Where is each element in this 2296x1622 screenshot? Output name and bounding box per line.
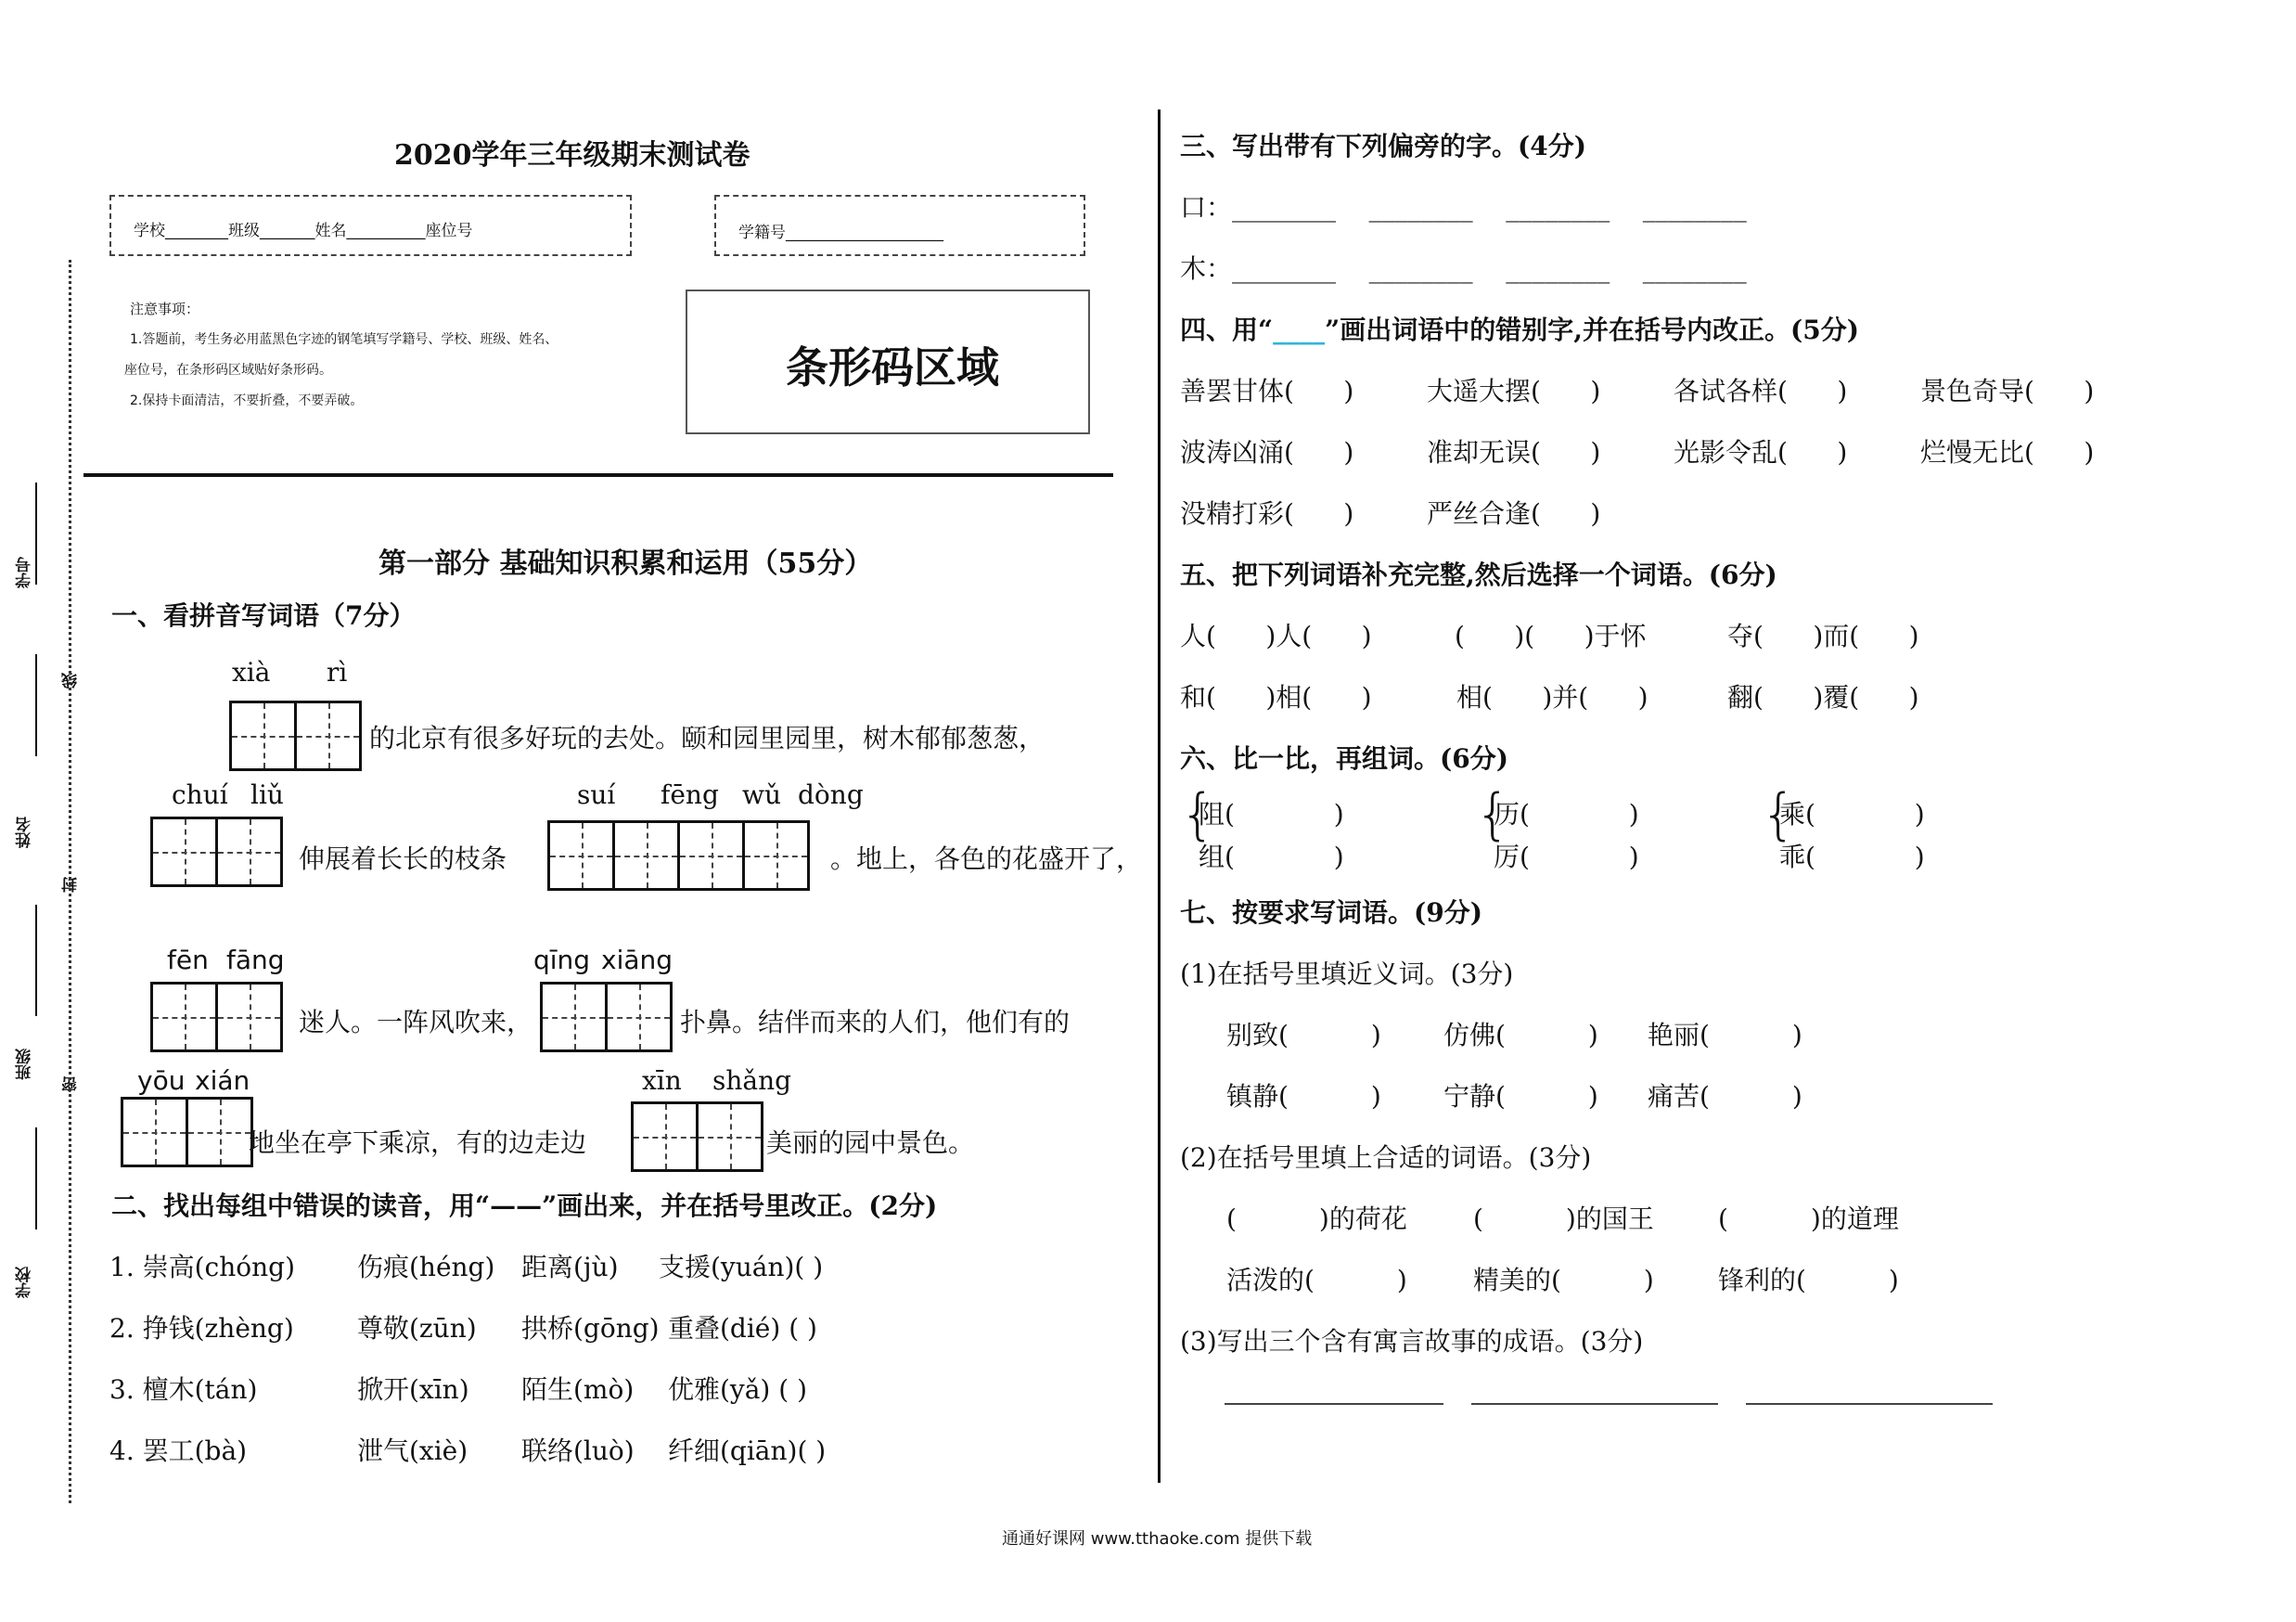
q4-underline-sample: ____: [1273, 315, 1326, 345]
pinyin-xiang: xiāng: [601, 945, 673, 975]
writing-grid-cell[interactable]: [696, 1101, 763, 1172]
q2-r2-c4[interactable]: 重叠(dié) ( ): [668, 1313, 817, 1344]
side-line: [35, 483, 37, 585]
footer-credit: 通通好课网 www.tthaoke.com 提供下载: [1002, 1529, 1313, 1549]
q7-item[interactable]: 仿佛( ): [1443, 1020, 1598, 1050]
q1-text5: 扑鼻。结伴而来的人们，他们有的: [680, 1007, 1071, 1037]
barcode-area: [686, 290, 1090, 434]
q2-r3-c1: 3. 檀木(tán): [109, 1374, 258, 1405]
q1-text6: 地坐在亭下乘凉，有的边走边: [249, 1127, 587, 1158]
pinyin-sui: suí: [577, 779, 616, 810]
pinyin-xia: xià: [232, 657, 271, 688]
student-id-field: 学籍号____________________: [738, 224, 943, 242]
q7-sub2: (2)在括号里填上合适的词语。(3分): [1180, 1142, 1592, 1173]
q2-r3-c2: 掀开(xīn): [357, 1374, 469, 1405]
q4-item[interactable]: 准却无误( ): [1427, 437, 1601, 468]
q4-item[interactable]: 没精打彩( ): [1180, 498, 1354, 529]
q7-item[interactable]: ( )的国王: [1473, 1204, 1654, 1234]
q7-title: 七、按要求写词语。(9分): [1180, 897, 1482, 928]
writing-grid-cell[interactable]: [742, 820, 810, 891]
q4-item[interactable]: 光影令乱( ): [1674, 437, 1848, 468]
q7-sub1: (1)在括号里填近义词。(3分): [1180, 959, 1514, 989]
side-line: [35, 1127, 37, 1229]
info-box: [109, 195, 632, 256]
q4-item[interactable]: 景色奇导( ): [1920, 376, 2095, 406]
idiom-answer-line[interactable]: [1471, 1403, 1718, 1405]
q5-item[interactable]: 夺( )而( ): [1727, 621, 1919, 651]
q2-r3-c4[interactable]: 优雅(yǎ) ( ): [668, 1374, 808, 1405]
writing-grid-cell[interactable]: [677, 820, 745, 891]
q4-item[interactable]: 善罢甘体( ): [1180, 376, 1354, 406]
q4-item[interactable]: 严丝合逢( ): [1427, 498, 1601, 529]
writing-grid-cell[interactable]: [540, 982, 608, 1052]
q4-item[interactable]: 各试各样( ): [1674, 376, 1848, 406]
notice-header: 注意事项：: [130, 301, 200, 317]
writing-grid-cell[interactable]: [605, 982, 673, 1052]
q1-title: 一、看拼音写词语（7分）: [111, 600, 416, 631]
side-label-banji: 班级: [16, 1049, 34, 1080]
writing-grid-cell[interactable]: [547, 820, 615, 891]
q4-item[interactable]: 烂慢无比( ): [1920, 437, 2095, 468]
q6-item[interactable]: 组( ): [1199, 842, 1344, 872]
pinyin-shang: shǎng: [712, 1065, 792, 1096]
q2-r2-c3: 拱桥(gōng): [521, 1313, 660, 1344]
q4-title: [1180, 310, 1859, 347]
writing-grid-cell[interactable]: [121, 1097, 188, 1167]
q2-r4-c1: 4. 罢工(bà): [109, 1435, 248, 1466]
info-fields: 学校________班级_______姓名__________座位号: [134, 222, 473, 240]
q5-item[interactable]: 和( )相( ): [1180, 682, 1372, 713]
q6-item[interactable]: 阻( ): [1199, 799, 1344, 830]
writing-grid-cell[interactable]: [215, 982, 283, 1052]
q4-item[interactable]: 大遥大摆( ): [1427, 376, 1601, 406]
side-label-xingming: 姓名: [16, 817, 34, 848]
q2-r2-c1: 2. 挣钱(zhèng): [109, 1313, 294, 1344]
side-label-xian: 线: [62, 673, 81, 689]
q7-item[interactable]: 精美的( ): [1473, 1265, 1654, 1295]
q2-r1-c3: 距离(jù): [521, 1252, 619, 1282]
pinyin-you: yōu: [137, 1065, 186, 1096]
column-divider: [1158, 109, 1161, 1483]
writing-grid-cell[interactable]: [215, 817, 283, 887]
q1-text4: 迷人。一阵风吹来，: [299, 1007, 533, 1037]
q7-item[interactable]: 活泼的( ): [1226, 1265, 1407, 1295]
student-id-box: [714, 195, 1085, 256]
q2-r3-c3: 陌生(mò): [521, 1374, 635, 1405]
dotted-seal-line: [69, 260, 71, 1503]
writing-grid-cell[interactable]: [150, 817, 218, 887]
writing-grid-cell[interactable]: [294, 701, 362, 771]
notice-line2: 座位号，在条形码区域贴好条形码。: [124, 363, 332, 378]
q2-r4-c4[interactable]: 纤细(qiān)( ): [668, 1435, 827, 1466]
notice-line1: 1.答题前，考生务必用蓝黑色字迹的钢笔填写学籍号、学校、班级、姓名、: [130, 332, 558, 347]
q6-item[interactable]: 厉( ): [1494, 842, 1639, 872]
q2-r1-c4[interactable]: 支援(yuán)( ): [659, 1252, 824, 1282]
q3-row-kou[interactable]: 口：________ ________ ________ ________: [1180, 192, 1747, 223]
notice-line3: 2.保持卡面清洁，不要折叠，不要弄破。: [130, 393, 364, 408]
writing-grid-cell[interactable]: [612, 820, 680, 891]
idiom-answer-line[interactable]: [1746, 1403, 1993, 1405]
idiom-answer-line[interactable]: [1225, 1403, 1443, 1405]
part1-title: 第一部分 基础知识积累和运用（55分）: [378, 547, 873, 580]
q7-item[interactable]: 艳丽( ): [1648, 1020, 1802, 1050]
q2-r4-c3: 联络(luò): [521, 1435, 635, 1466]
q1-text3: 。地上，各色的花盛开了，: [830, 843, 1143, 874]
writing-grid-cell[interactable]: [186, 1097, 253, 1167]
pinyin-xian: xián: [195, 1065, 250, 1096]
q4-title-c: ”画出词语中的错别字,并在括号内改正。(5分): [1325, 315, 1859, 345]
q7-item[interactable]: 宁静( ): [1443, 1081, 1598, 1112]
q6-item[interactable]: 乘( ): [1779, 799, 1925, 830]
side-label-feng: 封: [62, 877, 81, 893]
q7-item[interactable]: ( )的荷花: [1226, 1204, 1407, 1234]
q7-item[interactable]: 镇静( ): [1226, 1081, 1381, 1112]
q2-r1-c2: 伤痕(héng): [357, 1252, 495, 1282]
q3-row-mu[interactable]: 木：________ ________ ________ ________: [1180, 253, 1747, 284]
pinyin-fang: fāng: [226, 945, 285, 975]
barcode-label: 条形码区域: [786, 342, 999, 393]
exam-title: 2020学年三年级期末测试卷: [394, 139, 750, 172]
q2-r2-c2: 尊敬(zūn): [357, 1313, 477, 1344]
q1-text1: 的北京有很多好玩的去处。颐和园里园里，树木郁郁葱葱，: [369, 723, 1045, 753]
q5-item[interactable]: ( )( )于怀: [1455, 621, 1647, 651]
side-label-xuehao: 学号: [16, 557, 34, 588]
pinyin-wu: wǔ: [742, 779, 781, 810]
q7-item[interactable]: 锋利的( ): [1718, 1265, 1899, 1295]
side-line: [35, 654, 37, 756]
pinyin-xin: xīn: [642, 1065, 682, 1096]
q7-item[interactable]: ( )的道理: [1718, 1204, 1899, 1234]
header-divider: [83, 473, 1113, 477]
q2-title: 二、找出每组中错误的读音，用“——”画出来，并在括号里改正。(2分): [111, 1191, 938, 1221]
writing-grid-cell[interactable]: [631, 1101, 699, 1172]
q5-item[interactable]: 相( )并( ): [1456, 682, 1648, 713]
brace-icon: {: [1761, 782, 1797, 847]
q6-title: 六、比一比，再组词。(6分): [1180, 743, 1508, 774]
q5-title: 五、把下列词语补充完整,然后选择一个词语。(6分): [1180, 560, 1777, 590]
q2-r4-c2: 泄气(xiè): [357, 1435, 468, 1466]
brace-icon: {: [1475, 782, 1511, 847]
writing-grid-cell[interactable]: [150, 982, 218, 1052]
q7-item[interactable]: 痛苦( ): [1648, 1081, 1802, 1112]
q1-text7: 美丽的园中景色。: [766, 1127, 975, 1158]
pinyin-liu: liǔ: [250, 779, 284, 810]
writing-grid-cell[interactable]: [229, 701, 297, 771]
q5-item[interactable]: 翻( )覆( ): [1727, 682, 1919, 713]
q4-item[interactable]: 波涛凶涌( ): [1180, 437, 1354, 468]
side-label-xuexiao: 学校: [16, 1267, 34, 1298]
q5-item[interactable]: 人( )人( ): [1180, 621, 1372, 651]
pinyin-feng: fēng: [661, 779, 719, 810]
pinyin-fen: fēn: [167, 945, 209, 975]
side-line: [35, 905, 37, 1016]
pinyin-chui: chuí: [172, 779, 228, 810]
q2-r1-c1: 1. 崇高(chóng): [109, 1252, 295, 1282]
pinyin-qing: qīng: [533, 945, 591, 975]
q4-title-a: 四、用“: [1180, 315, 1274, 345]
q1-text2: 伸展着长长的枝条: [299, 843, 507, 874]
brace-icon: {: [1180, 782, 1216, 847]
q7-sub3: (3)写出三个含有寓言故事的成语。(3分): [1180, 1326, 1644, 1357]
q7-item[interactable]: 别致( ): [1226, 1020, 1381, 1050]
pinyin-ri: rì: [327, 657, 348, 688]
q6-item[interactable]: 乖( ): [1779, 842, 1925, 872]
pinyin-dong: dòng: [798, 779, 864, 810]
side-label-mi: 密: [62, 1076, 81, 1092]
q6-item[interactable]: 历( ): [1494, 799, 1639, 830]
q3-title: 三、写出带有下列偏旁的字。(4分): [1180, 131, 1586, 161]
